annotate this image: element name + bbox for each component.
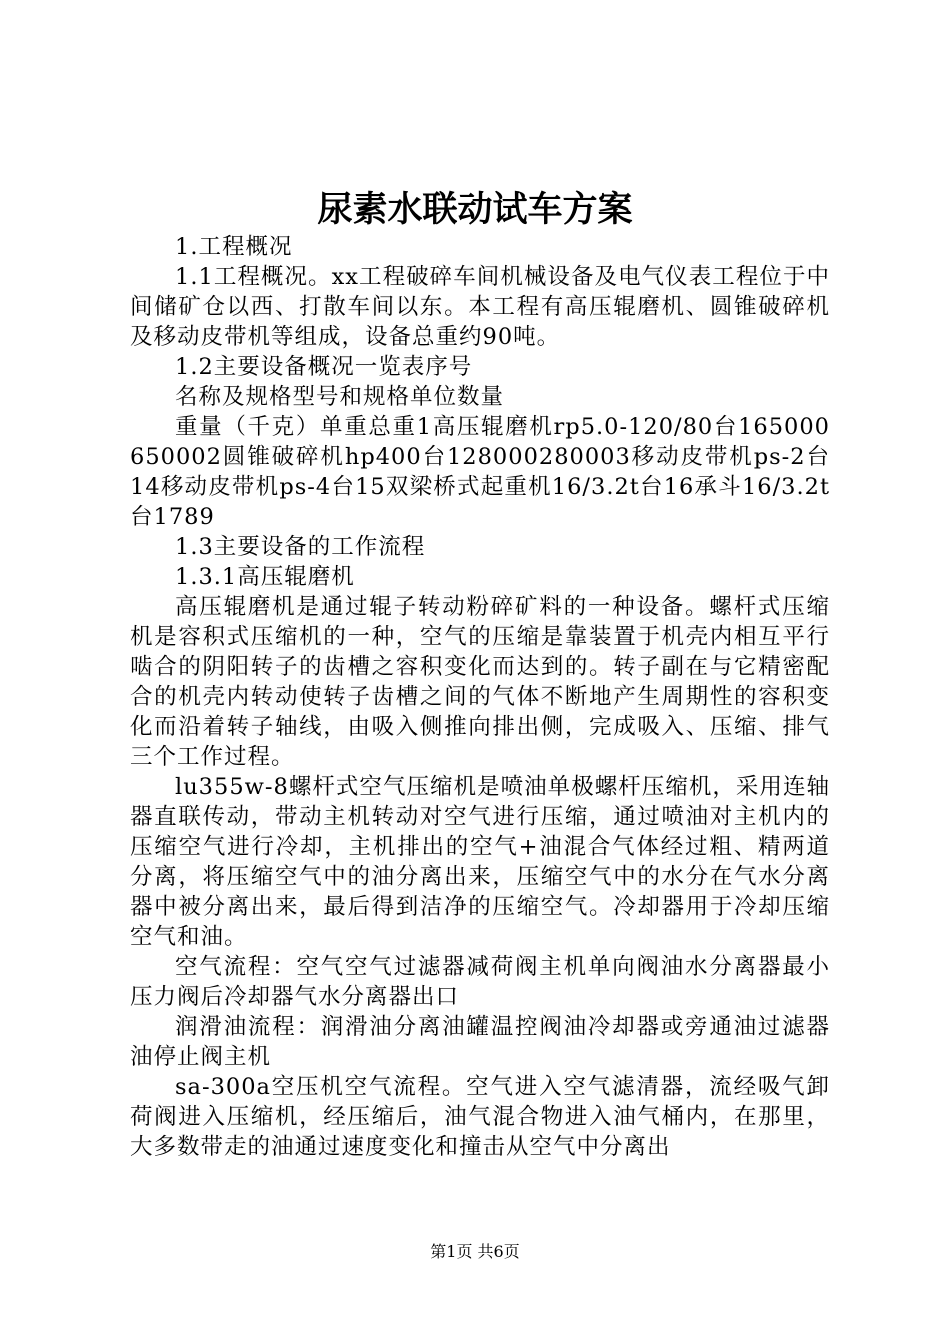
paragraph-workflow-heading: 1.3主要设备的工作流程 <box>175 534 426 560</box>
paragraph-oil-flow: 润滑油流程：润滑油分离油罐温控阀油冷却器或旁通油过滤器油停止阀主机 <box>130 1014 830 1070</box>
paragraph-project-overview: 1.1工程概况。xx工程破碎车间机械设备及电气仪表工程位于中间储矿仓以西、打散车间以东。本工程有高压辊磨机、圆锥破碎机及移动皮带机等组成，设备总重约90吨。 <box>130 264 830 350</box>
paragraph-air-flow: 空气流程：空气空气过滤器减荷阀主机单向阀油水分离器最小压力阀后冷却器气水分离器出口 <box>130 954 830 1010</box>
paragraph-equipment-table-rows: 重量（千克）单重总重1高压辊磨机rp5.0-120/80台165000650002圆锥破碎机hp400台128000280003移动皮带机ps-2台14移动皮带机ps-4台15双梁桥式起重机16/3.2t台16承斗16/3.2t台1789 <box>130 414 830 530</box>
paragraph-roller-mill-description: 高压辊磨机是通过辊子转动粉碎矿料的一种设备。螺杆式压缩机是容积式压缩机的一种，空气的压缩是靠装置于机壳内相互平行啮合的阴阳转子的齿槽之容积变化而达到的。转子副在与它精密配合的机壳内转动使转子齿槽之间的气体不断地产生周期性的容积变化而沿着转子轴线，由吸入侧推向排出侧，完成吸入、压缩、排气三个工作过程。 <box>130 594 830 770</box>
paragraph-roller-mill-heading: 1.3.1高压辊磨机 <box>175 564 355 590</box>
paragraph-compressor-description: lu355w-8螺杆式空气压缩机是喷油单极螺杆压缩机，采用连轴器直联传动，带动主机转动对空气进行压缩，通过喷油对主机内的压缩空气进行冷却，主机排出的空气+油混合气体经过粗、精两道分离，将压缩空气中的油分离出来，压缩空气中的水分在气水分离器中被分离出来，最后得到洁净的压缩空气。冷却器用于冷却压缩空气和油。 <box>130 774 830 950</box>
document-title: 尿素水联动试车方案 <box>317 189 633 230</box>
page-footer: 第1页 共6页 <box>430 1242 520 1261</box>
paragraph-equipment-table-columns: 名称及规格型号和规格单位数量 <box>175 384 505 410</box>
paragraph-equipment-table-heading: 1.2主要设备概况一览表序号 <box>175 354 473 380</box>
document-body <box>130 232 830 1162</box>
paragraph-section-1-heading: 1.工程概况 <box>175 234 293 260</box>
paragraph-sa300a-air-flow: sa-300a空压机空气流程。空气进入空气滤清器，流经吸气卸荷阀进入压缩机，经压缩后，油气混合物进入油气桶内，在那里，大多数带走的油通过速度变化和撞击从空气中分离出 <box>130 1074 830 1160</box>
